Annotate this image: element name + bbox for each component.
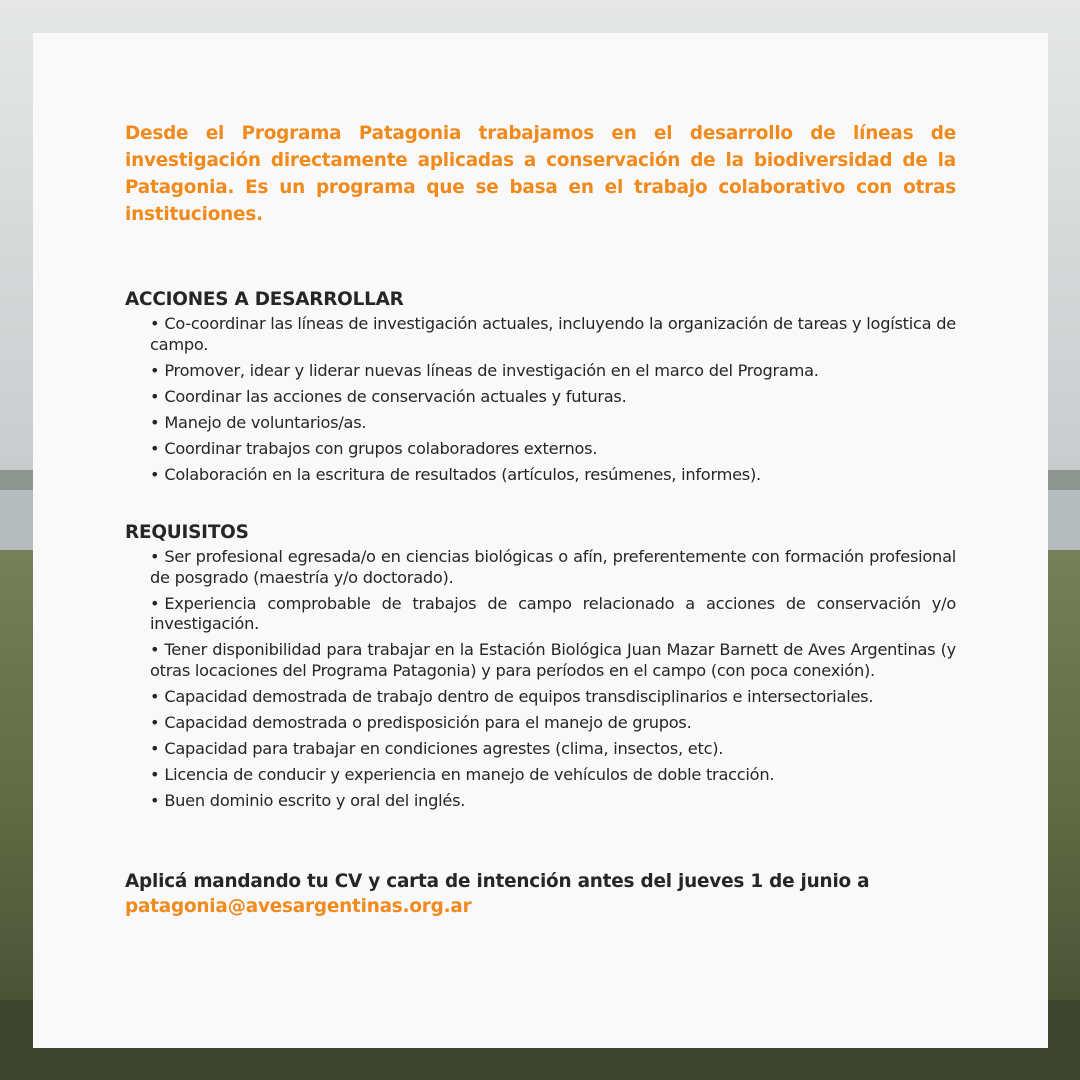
contact-email-link[interactable]: patagonia@avesargentinas.org.ar bbox=[125, 896, 472, 917]
requisito-item-text: Buen dominio escrito y oral del inglés. bbox=[164, 790, 466, 810]
closing-call-to-action bbox=[125, 869, 956, 919]
requisito-item bbox=[150, 640, 956, 681]
requisito-item bbox=[150, 687, 956, 708]
bullet-icon: • bbox=[150, 790, 160, 810]
accion-item-text: Colaboración en la escritura de resultados (artículos, resúmenes, informes). bbox=[164, 464, 761, 484]
bullet-icon: • bbox=[150, 386, 160, 406]
requisito-item bbox=[150, 594, 956, 635]
requisito-item bbox=[150, 765, 956, 786]
accion-item-text: Promover, idear y liderar nuevas líneas de investigación en el marco del Programa. bbox=[164, 360, 819, 380]
accion-item-text: Co-coordinar las líneas de investigación actuales, incluyendo la organización de tareas y logística de campo. bbox=[150, 314, 956, 354]
intro-paragraph: Desde el Programa Patagonia trabajamos en el desarrollo de líneas de investigación directamente aplicadas a conservación de la biodiversidad de la Patagonia. Es un programa que se basa en el trabajo colaborativo con otras instituciones. bbox=[125, 123, 956, 225]
requisito-item bbox=[150, 791, 956, 812]
requisito-item-text: Ser profesional egresada/o en ciencias biológicas o afín, preferentemente con formación profesional de posgrado (maestría y/o doctorado). bbox=[150, 547, 956, 587]
accion-item bbox=[150, 314, 956, 355]
requisito-item-text: Capacidad demostrada o predisposición para el manejo de grupos. bbox=[164, 712, 692, 732]
content-card bbox=[33, 33, 1048, 1048]
requisito-item-text: Experiencia comprobable de trabajos de campo relacionado a acciones de conservación y/o investigación. bbox=[150, 593, 956, 633]
accion-item bbox=[150, 387, 956, 408]
bullet-icon: • bbox=[150, 764, 160, 784]
accion-item-text: Coordinar las acciones de conservación actuales y futuras. bbox=[164, 386, 627, 406]
bullet-icon: • bbox=[150, 360, 160, 380]
bullet-icon: • bbox=[150, 438, 160, 458]
content-body bbox=[125, 120, 956, 919]
acciones-list bbox=[125, 314, 956, 485]
requisito-item-text: Capacidad para trabajar en condiciones agrestes (clima, insectos, etc). bbox=[164, 738, 724, 758]
requisito-item bbox=[150, 547, 956, 588]
bullet-icon: • bbox=[150, 738, 160, 758]
closing-text: Aplicá mandando tu CV y carta de intención antes del jueves 1 de junio a bbox=[125, 871, 870, 892]
accion-item bbox=[150, 439, 956, 460]
requisitos-list bbox=[125, 547, 956, 811]
accion-item-text: Manejo de voluntarios/as. bbox=[164, 412, 367, 432]
requisito-item-text: Licencia de conducir y experiencia en manejo de vehículos de doble tracción. bbox=[164, 764, 775, 784]
bullet-icon: • bbox=[150, 314, 160, 333]
accion-item bbox=[150, 413, 956, 434]
requisito-item-text: Tener disponibilidad para trabajar en la Estación Biológica Juan Mazar Barnett de Aves Argentinas (y otras locaciones del Programa Patagonia) y para períodos en el campo (con poca conexión). bbox=[150, 640, 956, 680]
accion-item-text: Coordinar trabajos con grupos colaboradores externos. bbox=[164, 438, 598, 458]
requisito-item-text: Capacidad demostrada de trabajo dentro de equipos transdisciplinarios e intersectoriales. bbox=[164, 686, 874, 706]
accion-item bbox=[150, 465, 956, 486]
bullet-icon: • bbox=[150, 593, 160, 613]
bullet-icon: • bbox=[150, 712, 160, 732]
bullet-icon: • bbox=[150, 547, 160, 566]
bullet-icon: • bbox=[150, 412, 160, 432]
bullet-icon: • bbox=[150, 640, 160, 659]
requisito-item bbox=[150, 739, 956, 760]
accion-item bbox=[150, 361, 956, 382]
acciones-title: ACCIONES A DESARROLLAR bbox=[125, 289, 404, 310]
requisitos-title: REQUISITOS bbox=[125, 522, 249, 543]
requisito-item bbox=[150, 713, 956, 734]
bullet-icon: • bbox=[150, 464, 160, 484]
bullet-icon: • bbox=[150, 686, 160, 706]
